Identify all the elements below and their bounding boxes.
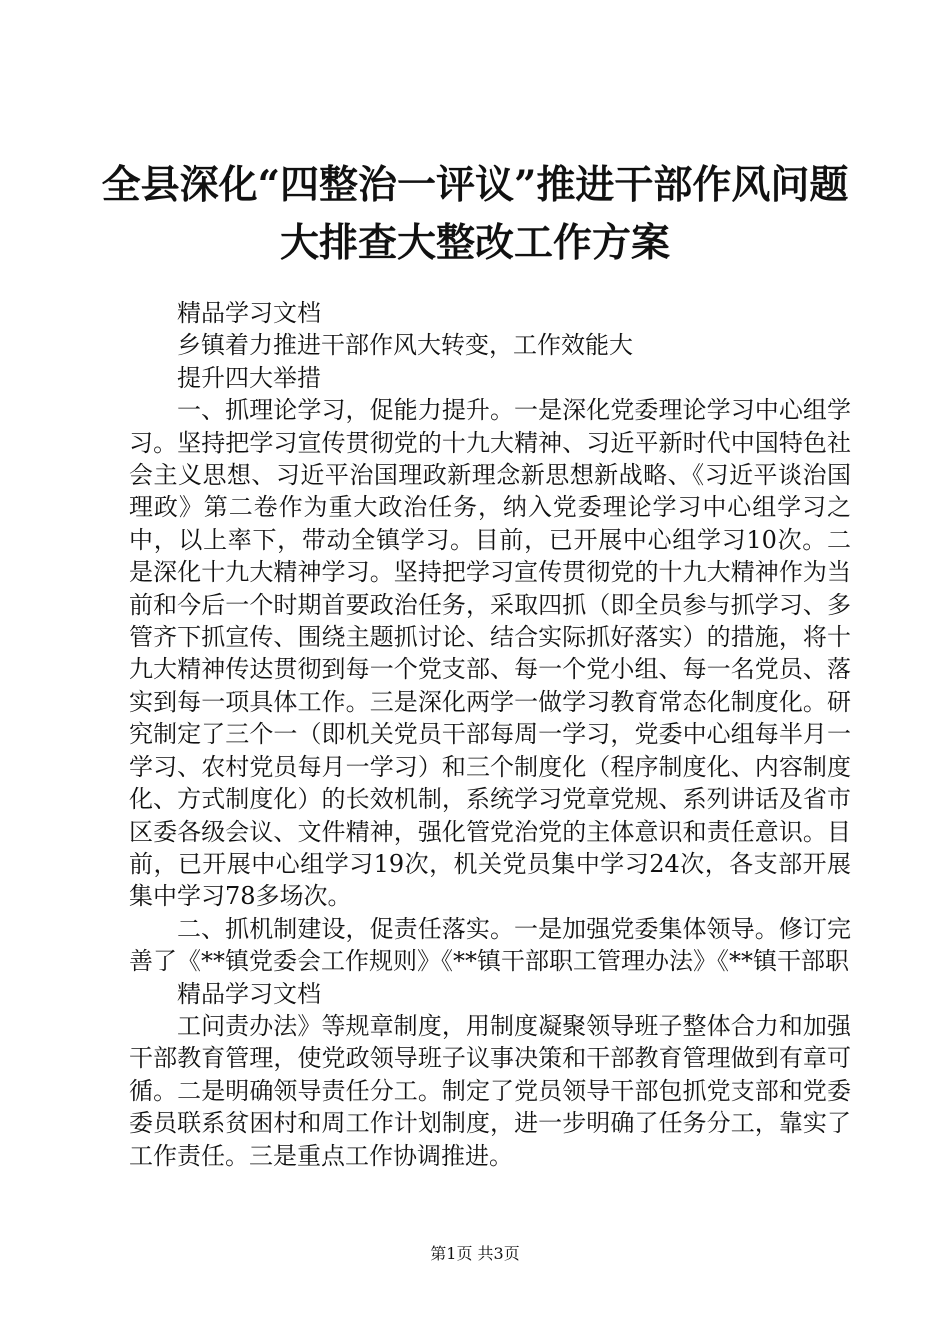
document-title-line-1: 全县深化“四整治一评议”推进干部作风问题 <box>101 162 849 208</box>
body-paragraph: 二、抓机制建设，促责任落实。一是加强党委集体领导。修订完善了《**镇党委会工作规则》《**镇干部职工管理办法》《**镇干部职 <box>129 914 851 976</box>
watermark-text: 精品学习文档 <box>177 979 321 1008</box>
watermark-text: 精品学习文档 <box>177 299 321 327</box>
body-paragraph: 乡镇着力推进干部作风大转变，工作效能大 <box>177 331 633 360</box>
body-paragraph: 工问责办法》等规章制度，用制度凝聚领导班子整体合力和加强干部教育管理，使党政领导班子议事决策和干部教育管理做到有章可循。二是明确领导责任分工。制定了党员领导干部包抓党支部和党委委员联系贫困村和周工作计划制度，进一步明确了任务分工，靠实了工作责任。三是重点工作协调推进。 <box>129 1011 851 1170</box>
body-paragraph: 提升四大举措 <box>177 363 321 392</box>
page-footer: 第1页 共3页 <box>430 1244 520 1263</box>
document-title-line-2: 大排查大整改工作方案 <box>279 220 670 266</box>
body-paragraph: 一、抓理论学习，促能力提升。一是深化党委理论学习中心组学习。坚持把学习宣传贯彻党的十九大精神、习近平新时代中国特色社会主义思想、习近平治国理政新理念新思想新战略、《习近平谈治国理政》第二卷作为重大政治任务，纳入党委理论学习中心组学习之中，以上率下，带动全镇学习。目前，已开展中心组学习10次。二是深化十九大精神学习。坚持把学习宣传贯彻党的十九大精神作为当前和今后一个时期首要政治任务，采取四抓（即全员参与抓学习、多管齐下抓宣传、围绕主题抓讨论、结合实际抓好落实）的措施，将十九大精神传达贯彻到每一个党支部、每一个党小组、每一名党员、落实到每一项具体工作。三是深化两学一做学习教育常态化制度化。研究制定了三个一（即机关党员干部每周一学习，党委中心组每半月一学习、农村党员每月一学习）和三个制度化（程序制度化、内容制度化、方式制度化）的长效机制，系统学习党章党规、系列讲话及省市区委各级会议、文件精神，强化管党治党的主体意识和责任意识。目前，已开展中心组学习19次，机关党员集中学习24次，各支部开展集中学习78多场次。 <box>129 396 851 911</box>
document-body <box>129 297 851 1172</box>
